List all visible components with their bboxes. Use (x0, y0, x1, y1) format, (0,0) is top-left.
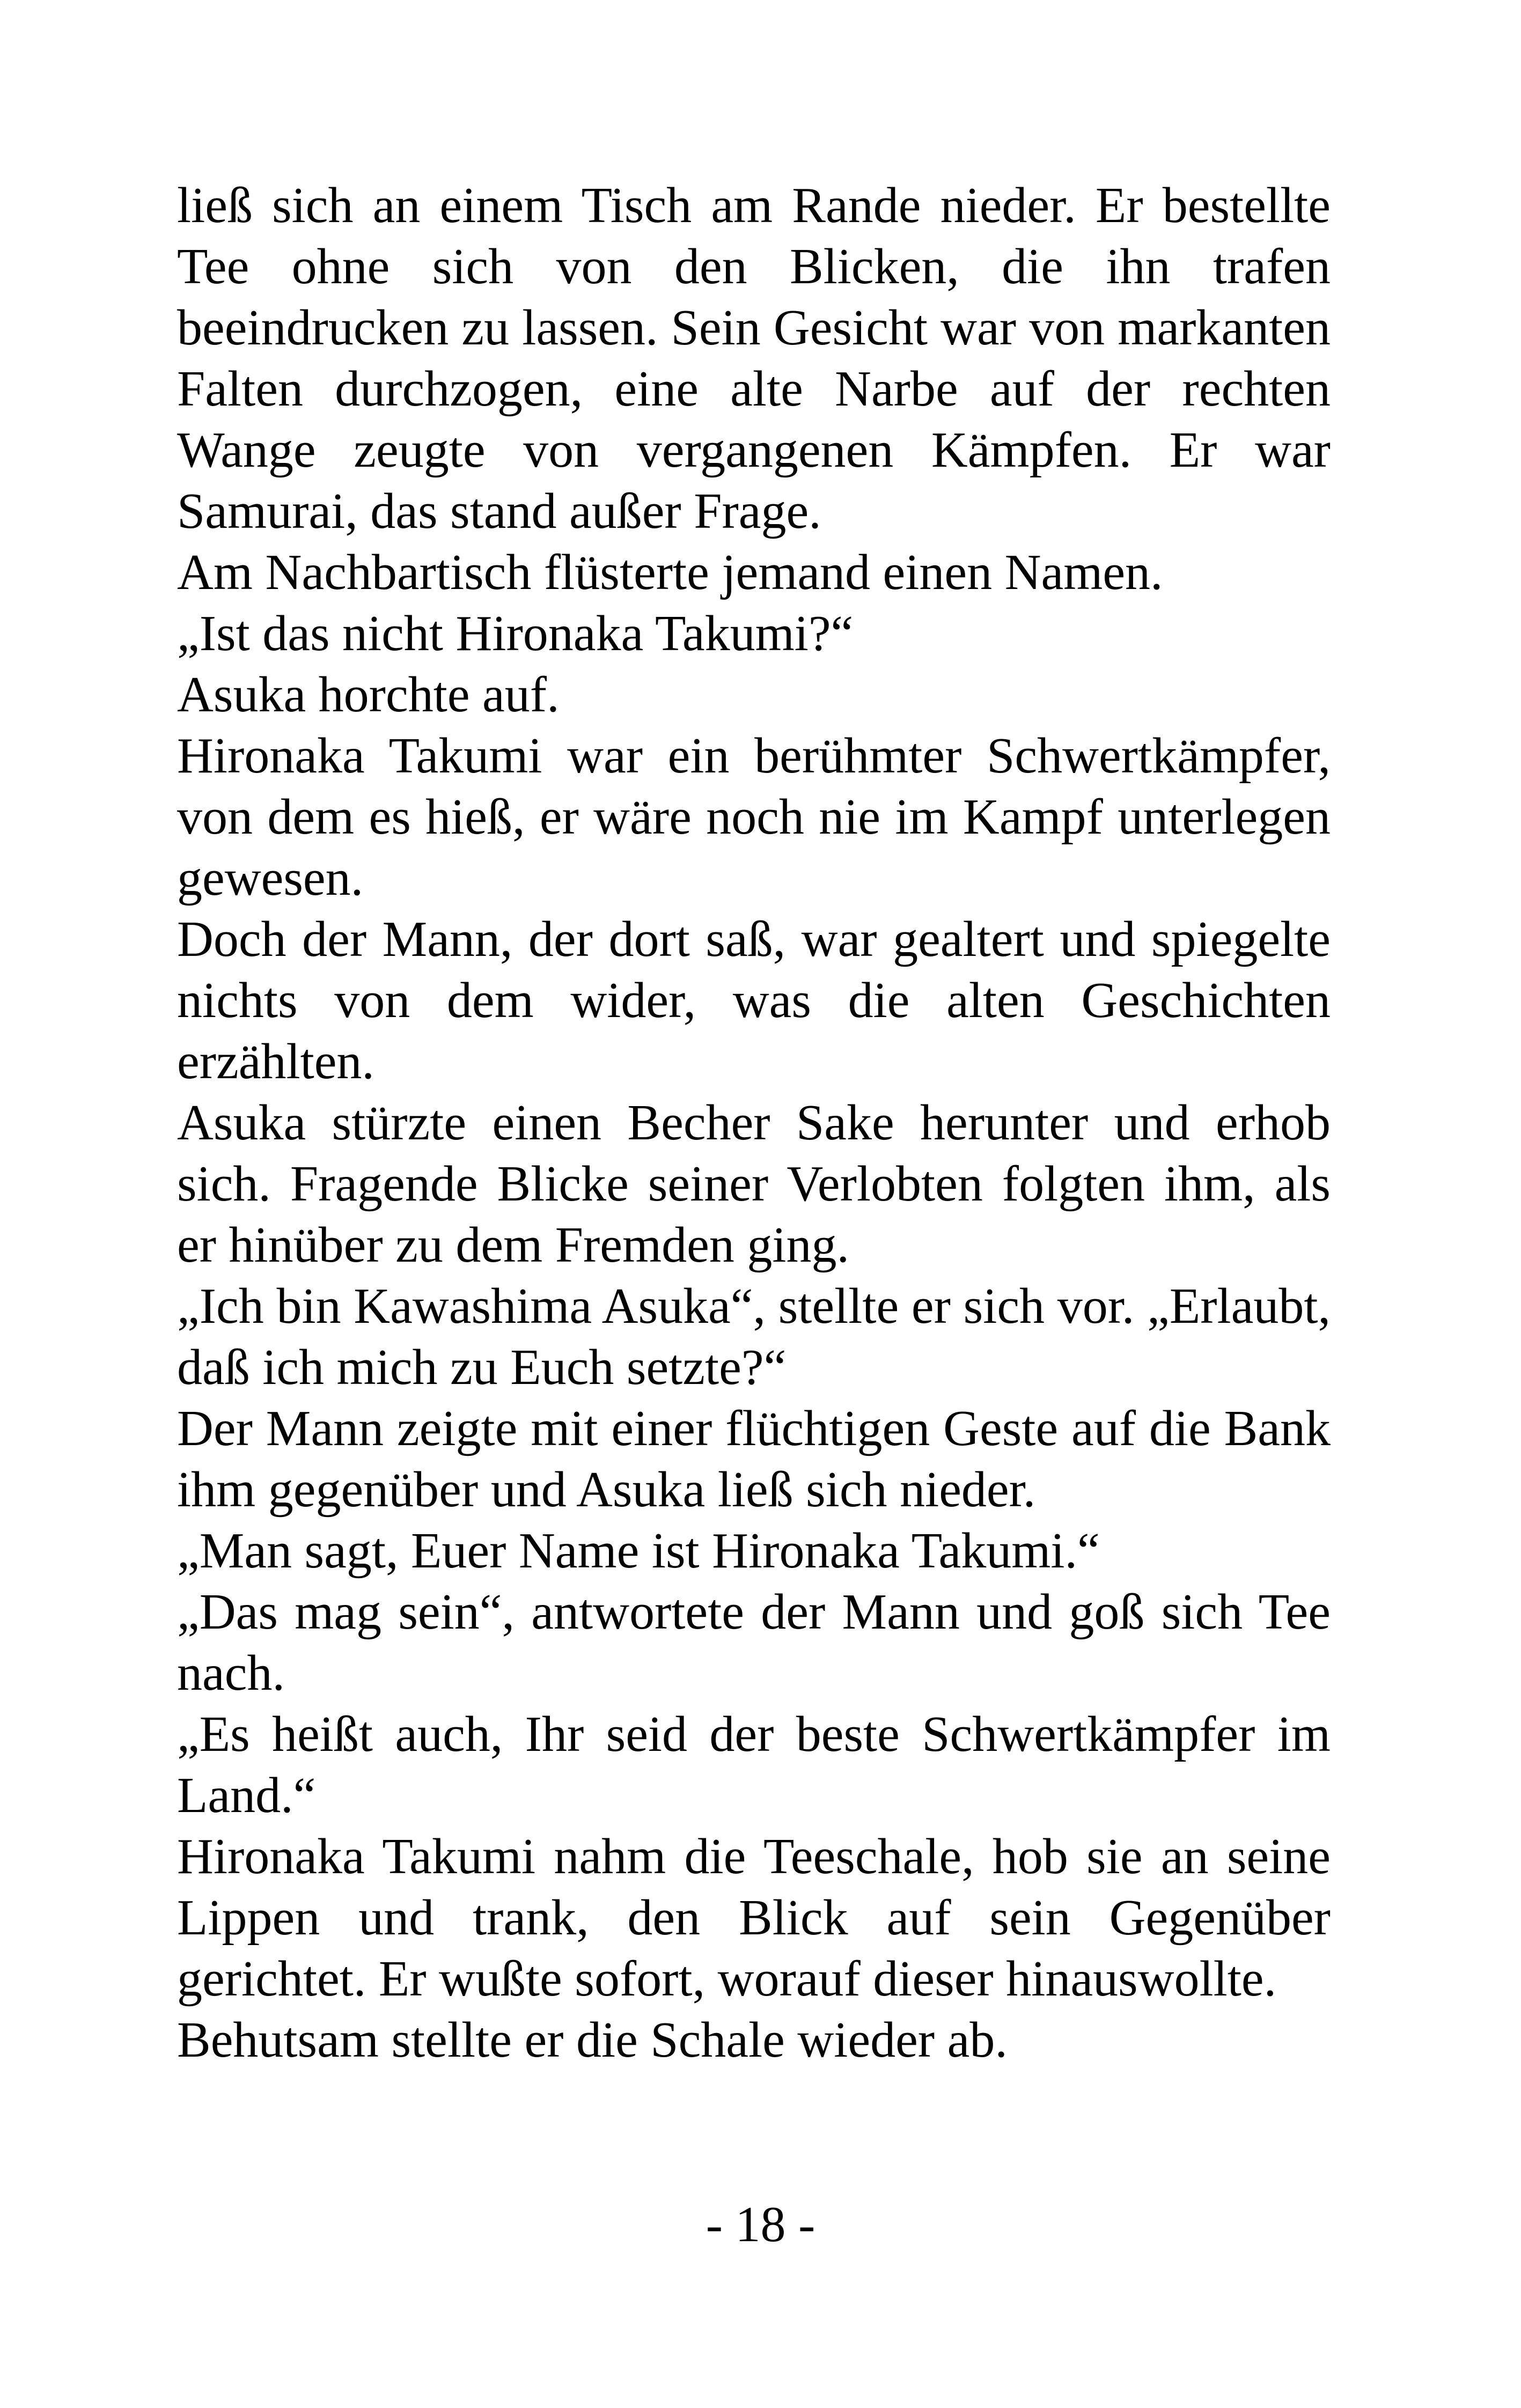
paragraph: ließ sich an einem Tisch am Rande nieder. Er bestellte Tee ohne sich von den Blicken, die ihn trafen beeindrucken zu lassen. Sein Gesicht war von markanten Falten durchzogen, eine alte Narbe auf der rechten Wange zeugte von vergangenen Kämpfen. Er war Samurai, das stand außer Frage. (177, 178, 1331, 539)
paragraph: „Es heißt auch, Ihr seid der beste Schwertkämpfer im Land.“ (177, 1706, 1331, 1823)
paragraph: Der Mann zeigte mit einer flüchtigen Geste auf die Bank ihm gegenüber und Asuka ließ sich nieder. (177, 1401, 1331, 1518)
paragraph: Asuka horchte auf. (177, 667, 560, 723)
body-text (177, 175, 1331, 2071)
paragraph: Behutsam stellte er die Schale wieder ab. (177, 2012, 1008, 2068)
paragraph: „Ich bin Kawashima Asuka“, stellte er sich vor. „Erlaubt, daß ich mich zu Euch setzte?“ (177, 1278, 1331, 1395)
paragraph: „Man sagt, Euer Name ist Hironaka Takumi.“ (177, 1523, 1100, 1579)
page-number: - 18 - (706, 2197, 815, 2252)
paragraph: Hironaka Takumi war ein berühmter Schwertkämpfer, von dem es hieß, er wäre noch nie im Kampf unterlegen gewesen. (177, 728, 1331, 906)
paragraph: „Ist das nicht Hironaka Takumi?“ (177, 606, 854, 661)
paragraph: „Das mag sein“, antwortete der Mann und goß sich Tee nach. (177, 1584, 1331, 1701)
paragraph: Am Nachbartisch flüsterte jemand einen Namen. (177, 544, 1163, 600)
paragraph: Hironaka Takumi nahm die Teeschale, hob sie an seine Lippen und trank, den Blick auf sein Gegenüber gerichtet. Er wußte sofort, worauf dieser hinauswollte. (177, 1829, 1331, 2007)
paragraph: Asuka stürzte einen Becher Sake herunter und erhob sich. Fragende Blicke seiner Verlobten folgten ihm, als er hinüber zu dem Fremden ging. (177, 1095, 1331, 1273)
paragraph: Doch der Mann, der dort saß, war gealtert und spiegelte nichts von dem wider, was die alten Geschichten erzählten. (177, 911, 1331, 1089)
